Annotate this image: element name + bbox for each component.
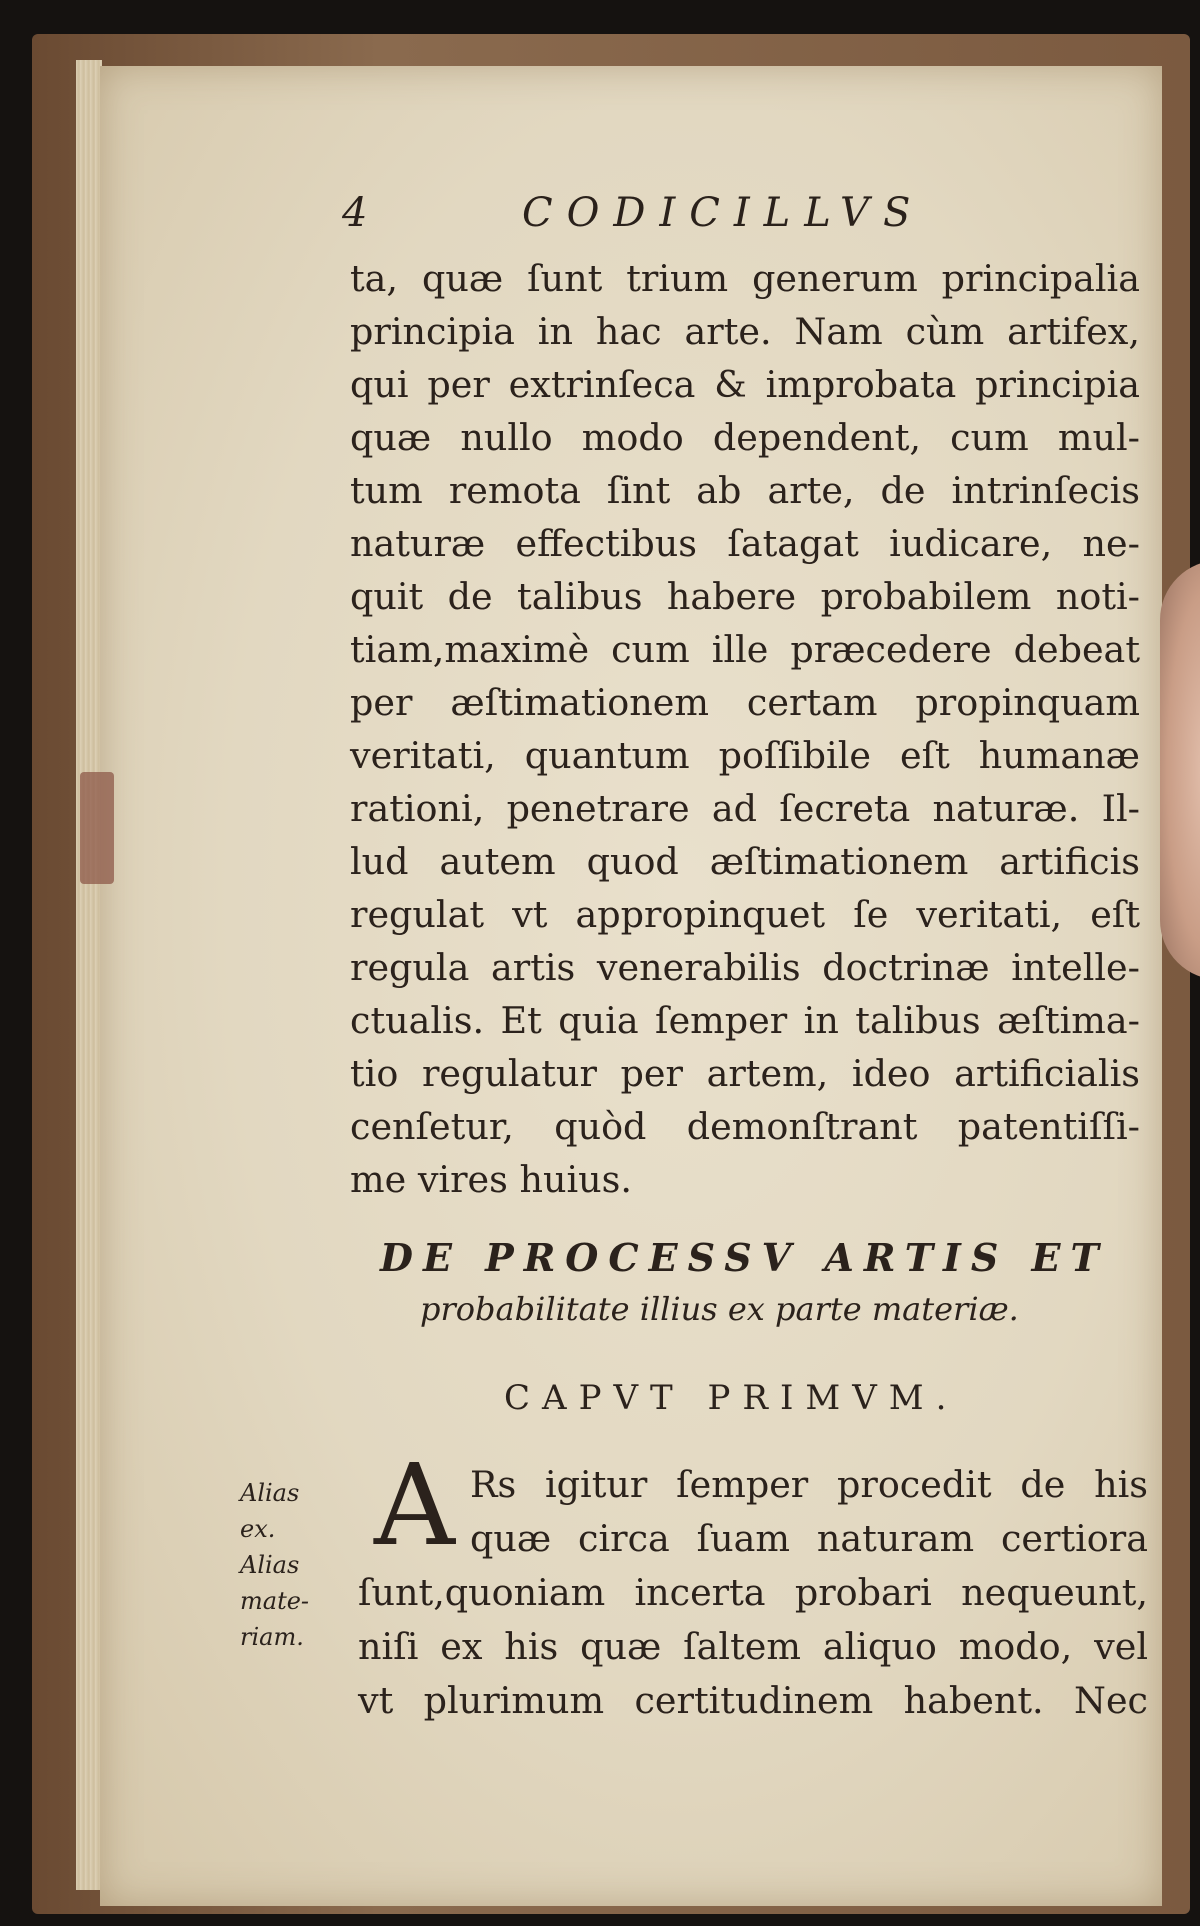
text-line: quæ circa ſuam naturam certiora bbox=[470, 1517, 1148, 1560]
text-line: tio regulatur per artem, ideo artificialis bbox=[350, 1052, 1140, 1095]
margin-note: riam. bbox=[240, 1623, 304, 1651]
page-edges bbox=[76, 60, 102, 1890]
binding-stain bbox=[80, 772, 114, 884]
margin-note: mate- bbox=[240, 1587, 310, 1615]
text-line: tum remota ſint ab arte, de intrinſecis bbox=[350, 469, 1140, 512]
text-line: naturæ effectibus ſatagat iudicare, ne- bbox=[350, 522, 1140, 565]
text-line: ctualis. Et quia ſemper in talibus æſtima- bbox=[350, 999, 1140, 1042]
margin-note: Alias bbox=[240, 1479, 300, 1507]
text-line: qui per extrinſeca & improbata principia bbox=[350, 363, 1140, 406]
margin-note: ex. bbox=[240, 1515, 276, 1543]
text-line: rationi, penetrare ad ſecreta naturæ. Il- bbox=[350, 787, 1140, 830]
text-line: lud autem quod æſtimationem artificis bbox=[350, 840, 1140, 883]
text-line: ta, quæ ſunt trium generum principalia bbox=[350, 257, 1140, 300]
section-heading: DE PROCESSV ARTIS ET bbox=[380, 1235, 1109, 1280]
text-line: vt plurimum certitudinem habent. Nec bbox=[358, 1679, 1148, 1722]
page-number: 4 bbox=[342, 190, 368, 236]
text-line: principia in hac arte. Nam cùm artifex, bbox=[350, 310, 1140, 353]
text-line: quæ nullo modo dependent, cum mul- bbox=[350, 416, 1140, 459]
text-line: regulat vt appropinquet ſe veritati, eſt bbox=[350, 893, 1140, 936]
text-line: me vires huius. bbox=[350, 1158, 633, 1201]
text-line: ſunt,quoniam incerta probari nequeunt, bbox=[358, 1571, 1148, 1614]
section-subheading: probabilitate illius ex parte materiæ. bbox=[420, 1290, 1019, 1328]
running-head: CODICILLVS bbox=[522, 190, 925, 236]
text-line: quit de talibus habere probabilem noti- bbox=[350, 575, 1140, 618]
text-line: niſi ex his quæ ſaltem aliquo modo, vel bbox=[358, 1625, 1148, 1668]
text-line: cenſetur, quòd demonſtrant patentiſſi- bbox=[350, 1105, 1140, 1148]
page-header bbox=[342, 190, 1142, 242]
chapter-paragraph bbox=[358, 1458, 1148, 1728]
thumb bbox=[1160, 560, 1200, 980]
text-line: regula artis venerabilis doctrinæ intelle- bbox=[350, 946, 1140, 989]
drop-initial: A bbox=[374, 1441, 455, 1571]
text-line: per æſtimationem certam propinquam bbox=[350, 681, 1140, 724]
margin-note: Alias bbox=[240, 1551, 300, 1579]
text-line: tiam,maximè cum ille præcedere debeat bbox=[350, 628, 1140, 671]
chapter-title: CAPVT PRIMVM. bbox=[504, 1378, 959, 1418]
margin-notes bbox=[240, 1475, 340, 1655]
body-paragraph bbox=[350, 252, 1140, 1206]
text-line: Rs igitur ſemper procedit de his bbox=[470, 1463, 1148, 1506]
text-line: veritati, quantum poſſibile eſt humanæ bbox=[350, 734, 1140, 777]
